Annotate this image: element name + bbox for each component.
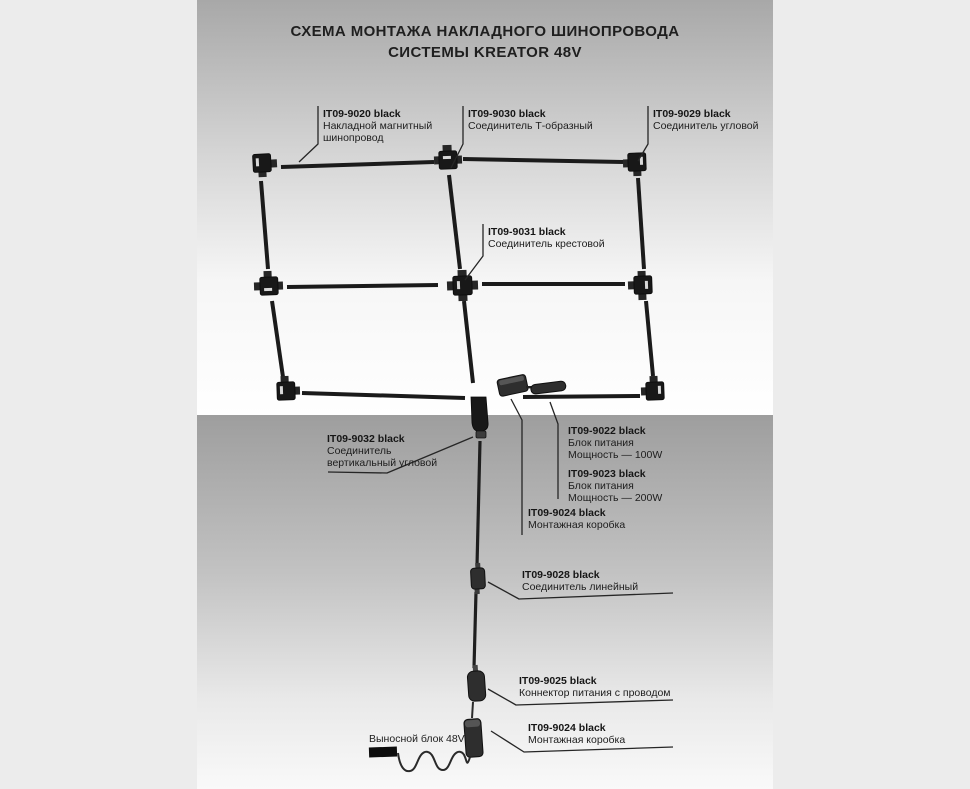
label-cross-connector-code: IT09-9031 black (488, 226, 566, 238)
mounting-box-top-device (497, 374, 529, 397)
label-mounting-box-top (528, 507, 625, 531)
t-connector-mid-right (628, 271, 653, 301)
cross-connector (446, 269, 478, 301)
track-line (302, 393, 465, 398)
page-title-line2: СИСТЕМЫ KREATOR 48V (388, 44, 582, 61)
label-power-connector-code: IT09-9025 black (519, 675, 597, 687)
track-line (464, 301, 473, 383)
track-line (523, 396, 640, 397)
label-t-connector-code: IT09-9030 black (468, 108, 546, 120)
label-track (323, 108, 432, 144)
vertical-track-line (477, 441, 480, 566)
label-corner-connector-line1: Соединитель угловой (653, 120, 759, 132)
label-psu-200-line2: Мощность — 200W (568, 492, 663, 504)
label-vertical-corner-line2: вертикальный угловой (327, 457, 438, 469)
corner-connector-bottom-left (276, 376, 300, 401)
corner-connector-top-right (623, 153, 647, 177)
remote-unit-device (369, 747, 397, 758)
label-vertical-corner-connector (327, 433, 437, 469)
label-psu-100-line1: Блок питания (568, 437, 634, 449)
label-track-line2: шинопровод (323, 132, 384, 144)
installation-diagram (197, 0, 773, 789)
linear-connector-device (470, 563, 486, 595)
label-vertical-corner-code: IT09-9032 black (327, 433, 405, 445)
label-cross-connector-line1: Соединитель крестовой (488, 238, 605, 250)
label-track-code: IT09-9020 black (323, 108, 401, 120)
page-title-line1: СХЕМА МОНТАЖА НАКЛАДНОГО ШИНОПРОВОДА (290, 23, 680, 40)
label-track-line1: Накладной магнитный (323, 120, 433, 132)
label-remote-unit: Выносной блок 48V (369, 733, 465, 745)
callout-line-mounting-box-top (511, 399, 522, 535)
t-connector-mid-left (253, 271, 283, 296)
track-line (449, 175, 460, 269)
label-psu-100 (568, 425, 662, 461)
label-power-connector-line1: Коннектор питания с проводом (519, 687, 671, 699)
track-line (638, 178, 644, 269)
curly-cable (398, 752, 470, 771)
label-corner-connector (653, 108, 759, 132)
vertical-track-line (474, 592, 476, 668)
label-t-connector-line1: Соединитель Т-образный (468, 120, 593, 132)
label-power-connector (519, 675, 671, 699)
track-line (272, 301, 283, 377)
label-psu-100-line2: Мощность — 100W (568, 449, 663, 461)
label-corner-connector-code: IT09-9029 black (653, 108, 731, 120)
t-connector-top (433, 145, 462, 170)
label-t-connector (468, 108, 593, 132)
track-line (646, 301, 653, 376)
label-mounting-box-bottom (528, 722, 625, 746)
label-mounting-box-top-code: IT09-9024 black (528, 507, 606, 519)
label-psu-200-code: IT09-9023 black (568, 468, 646, 480)
label-linear-connector-line1: Соединитель линейный (522, 581, 639, 593)
label-cross-connector (488, 226, 605, 250)
callout-line-track (299, 106, 318, 162)
label-psu-200 (568, 468, 662, 504)
track-line (261, 181, 268, 269)
corner-connector-bottom-right (640, 376, 664, 401)
label-linear-connector (522, 569, 638, 593)
power-connector-device (467, 664, 486, 701)
vertical-corner-connector (471, 397, 488, 438)
diagram-canvas (197, 0, 773, 789)
label-vertical-corner-line1: Соединитель (327, 445, 392, 457)
track-line (463, 159, 623, 162)
callout-line-cross-connector (465, 224, 483, 280)
corner-connector-top-left (252, 153, 277, 177)
power-supply-device (530, 381, 566, 395)
label-psu-200-line1: Блок питания (568, 480, 634, 492)
label-mounting-box-bottom-code: IT09-9024 black (528, 722, 606, 734)
mounting-box-bottom-device (464, 718, 484, 757)
label-linear-connector-code: IT09-9028 black (522, 569, 600, 581)
callout-line-psu (550, 402, 558, 499)
label-mounting-box-bottom-line1: Монтажная коробка (528, 734, 626, 746)
track-line (281, 162, 434, 167)
power-lead-wire (472, 702, 473, 718)
label-psu-100-code: IT09-9022 black (568, 425, 646, 437)
track-line (287, 285, 438, 287)
label-mounting-box-top-line1: Монтажная коробка (528, 519, 626, 531)
